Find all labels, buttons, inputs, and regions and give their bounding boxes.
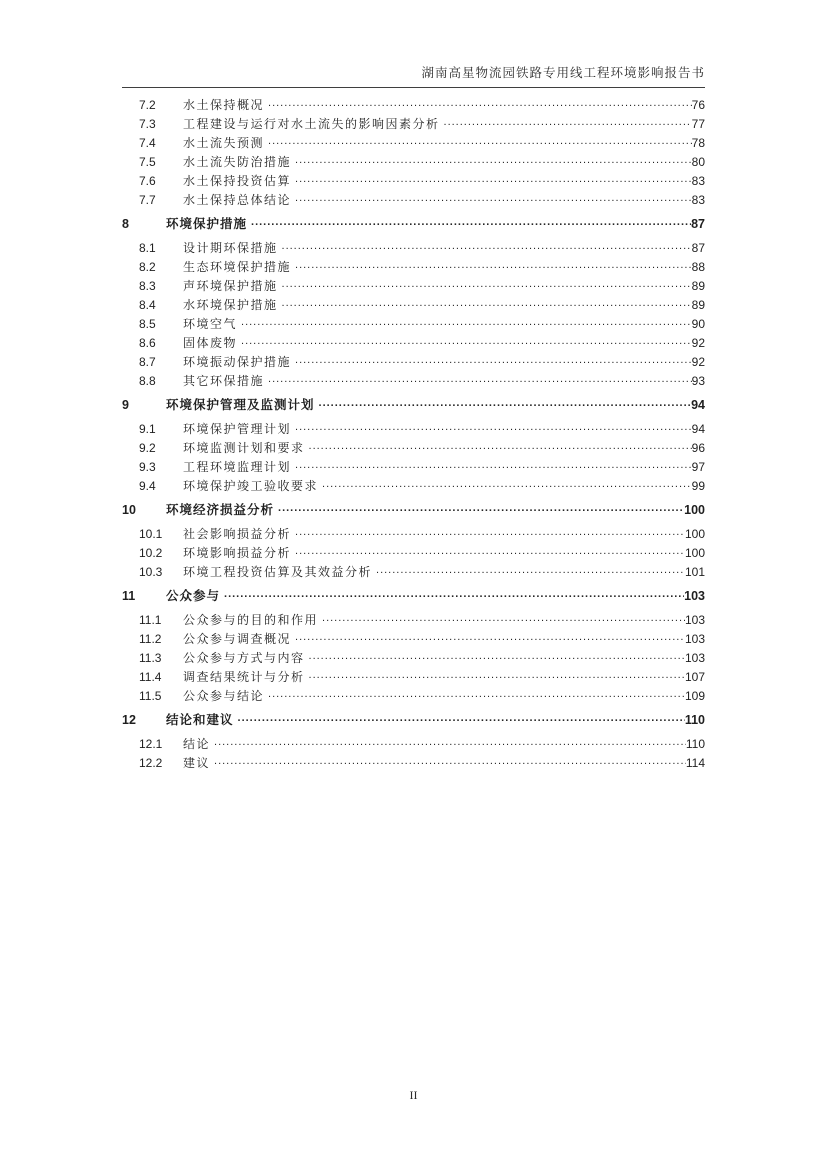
dot-leader [278,501,684,520]
dot-leader [295,172,692,191]
toc-entry-page: 92 [691,336,705,350]
dot-leader [241,315,692,334]
toc-sub-entry[interactable] [122,296,705,315]
toc-entry-page: 100 [684,503,705,517]
toc-entry-page: 93 [691,374,705,388]
dot-leader [309,668,685,687]
toc-section-entry[interactable] [122,711,705,730]
toc-entry-number: 11.2 [139,632,162,646]
toc-entry-title: 水土保持概况 [183,98,265,112]
dot-leader [295,153,692,172]
toc-sub-entry[interactable] [122,611,705,630]
toc-entry-page: 114 [685,756,705,770]
toc-entry-page: 107 [684,670,705,684]
toc-entry-number: 7.4 [139,136,156,150]
toc-entry-title: 环境保护管理及监测计划 [166,398,315,412]
toc-entry-number: 8.6 [139,336,156,350]
toc-entry-title: 公众参与的目的和作用 [183,613,319,627]
dot-leader [322,611,685,630]
toc-entry-title: 公众参与方式与内容 [183,651,305,665]
toc-entry-number: 8.1 [139,241,156,255]
dot-leader [295,420,692,439]
dot-leader [295,525,685,544]
toc-section-entry[interactable] [122,396,705,415]
toc-entry-number: 8.8 [139,374,156,388]
toc-entry-title: 环境保护措施 [166,217,248,231]
toc-sub-entry[interactable] [122,439,705,458]
toc-entry-page: 103 [684,651,705,665]
toc-entry-title: 水土流失防治措施 [183,155,292,169]
toc-sub-entry[interactable] [122,477,705,496]
toc-entry-page: 103 [684,632,705,646]
toc-entry-title: 公众参与结论 [183,689,265,703]
document-page [122,0,705,1169]
toc-entry-number: 11.3 [139,651,162,665]
toc-entry-number: 11.4 [139,670,162,684]
dot-leader [444,115,692,134]
dot-leader [295,258,692,277]
toc-entry-number: 7.3 [139,117,156,131]
toc-entry-number: 7.5 [139,155,156,169]
toc-entry-page: 109 [684,689,705,703]
toc-entry-number: 8.2 [139,260,156,274]
dot-leader [214,754,686,773]
dot-leader [295,353,692,372]
toc-sub-entry[interactable] [122,239,705,258]
dot-leader [295,191,692,210]
toc-entry-page: 99 [691,479,705,493]
dot-leader [224,587,684,606]
toc-entry-page: 101 [684,565,705,579]
toc-sub-entry[interactable] [122,735,705,754]
toc-entry-page: 94 [691,398,705,412]
toc-entry-page: 100 [684,527,705,541]
toc-entry-number: 9.1 [139,422,156,436]
dot-leader [319,396,692,415]
toc-entry-number: 10.1 [139,527,163,541]
toc-entry-number: 10.2 [139,546,163,560]
toc-entry-number: 9.3 [139,460,156,474]
toc-section-entry[interactable] [122,587,705,606]
toc-entry-page: 97 [691,460,705,474]
toc-entry-title: 结论 [183,737,211,751]
toc-entry-title: 环境经济损益分析 [166,503,275,517]
toc-sub-entry[interactable] [122,334,705,353]
toc-entry-title: 环境保护管理计划 [183,422,292,436]
toc-entry-title: 环境保护竣工验收要求 [183,479,319,493]
toc-entry-number: 12.1 [139,737,163,751]
toc-entry-number: 9 [122,398,129,412]
toc-section-entry[interactable] [122,501,705,520]
toc-entry-title: 其它环保措施 [183,374,265,388]
dot-leader [309,649,685,668]
dot-leader [376,563,685,582]
toc-entry-number: 8 [122,217,129,231]
header-title: 湖南高星物流园铁路专用线工程环境影响报告书 [421,66,705,80]
toc-entry-title: 社会影响损益分析 [183,527,292,541]
toc-entry-number: 8.5 [139,317,156,331]
toc-entry-number: 7.6 [139,174,156,188]
dot-leader [268,687,685,706]
toc-entry-title: 环境监测计划和要求 [183,441,305,455]
toc-entry-title: 工程建设与运行对水土流失的影响因素分析 [183,117,440,131]
toc-entry-title: 调查结果统计与分析 [183,670,305,684]
dot-leader [251,215,691,234]
toc-entry-page: 100 [684,546,705,560]
toc-entry-number: 7.2 [139,98,156,112]
toc-entry-number: 8.3 [139,279,156,293]
toc-sub-entry[interactable] [122,668,705,687]
toc-entry-page: 96 [691,441,705,455]
toc-sub-entry[interactable] [122,315,705,334]
dot-leader [241,334,692,353]
toc-sub-entry[interactable] [122,172,705,191]
toc-sub-entry[interactable] [122,563,705,582]
dot-leader [282,296,692,315]
dot-leader [268,134,692,153]
toc-sub-entry[interactable] [122,353,705,372]
toc-sub-entry[interactable] [122,134,705,153]
toc-entry-title: 环境振动保护措施 [183,355,292,369]
toc-entry-page: 90 [691,317,705,331]
toc-sub-entry[interactable] [122,277,705,296]
page-footer [0,1086,827,1104]
footer-page-number: II [409,1088,418,1102]
toc-section-entry[interactable] [122,215,705,234]
toc-sub-entry[interactable] [122,687,705,706]
toc-entry-page: 83 [691,193,705,207]
toc-entry-page: 89 [691,298,705,312]
dot-leader [268,372,692,391]
toc-entry-page: 89 [691,279,705,293]
toc-entry-number: 10.3 [139,565,163,579]
toc-entry-number: 10 [122,503,136,517]
toc-sub-entry[interactable] [122,754,705,773]
toc-entry-number: 11.1 [139,613,162,627]
toc-entry-page: 83 [691,174,705,188]
dot-leader [282,277,692,296]
toc-entry-page: 76 [691,98,705,112]
toc-entry-title: 环境工程投资估算及其效益分析 [183,565,373,579]
toc-entry-page: 87 [691,217,705,231]
toc-sub-entry[interactable] [122,96,705,115]
toc-entry-number: 9.4 [139,479,156,493]
toc-entry-title: 设计期环保措施 [183,241,278,255]
toc-entry-page: 88 [691,260,705,274]
page-header [122,0,705,88]
toc-entry-title: 声环境保护措施 [183,279,278,293]
toc-entry-title: 水环境保护措施 [183,298,278,312]
toc-entry-number: 9.2 [139,441,156,455]
toc-entry-page: 103 [684,613,705,627]
toc-sub-entry[interactable] [122,525,705,544]
toc-sub-entry[interactable] [122,191,705,210]
toc-entry-page: 78 [691,136,705,150]
toc-entry-page: 103 [684,589,705,603]
toc-entry-number: 8.4 [139,298,156,312]
toc-list [122,88,705,773]
toc-sub-entry[interactable] [122,630,705,649]
toc-entry-title: 公众参与 [166,589,221,603]
toc-entry-title: 环境影响损益分析 [183,546,292,560]
toc-entry-title: 工程环境监理计划 [183,460,292,474]
toc-entry-title: 水土保持投资估算 [183,174,292,188]
toc-entry-number: 12 [122,713,136,727]
toc-entry-page: 110 [685,737,705,751]
toc-sub-entry[interactable] [122,153,705,172]
toc-entry-number: 12.2 [139,756,163,770]
toc-sub-entry[interactable] [122,372,705,391]
dot-leader [295,630,685,649]
toc-entry-title: 生态环境保护措施 [183,260,292,274]
toc-entry-title: 环境空气 [183,317,238,331]
toc-entry-page: 110 [684,713,705,727]
toc-sub-entry[interactable] [122,458,705,477]
toc-entry-number: 8.7 [139,355,156,369]
toc-sub-entry[interactable] [122,420,705,439]
toc-entry-page: 94 [691,422,705,436]
toc-entry-title: 水土保持总体结论 [183,193,292,207]
dot-leader [282,239,692,258]
dot-leader [214,735,686,754]
toc-sub-entry[interactable] [122,649,705,668]
toc-sub-entry[interactable] [122,258,705,277]
dot-leader [309,439,692,458]
dot-leader [295,458,692,477]
toc-entry-number: 7.7 [139,193,156,207]
dot-leader [295,544,685,563]
toc-entry-number: 11 [122,589,136,603]
dot-leader [268,96,692,115]
toc-entry-page: 77 [691,117,705,131]
toc-sub-entry[interactable] [122,544,705,563]
toc-entry-page: 92 [691,355,705,369]
toc-entry-page: 87 [691,241,705,255]
toc-entry-title: 固体废物 [183,336,238,350]
dot-leader [238,711,685,730]
toc-entry-title: 水土流失预测 [183,136,265,150]
toc-entry-page: 80 [691,155,705,169]
toc-entry-title: 建议 [183,756,211,770]
toc-sub-entry[interactable] [122,115,705,134]
toc-entry-number: 11.5 [139,689,162,703]
toc-entry-title: 结论和建议 [166,713,234,727]
dot-leader [322,477,692,496]
toc-entry-title: 公众参与调查概况 [183,632,292,646]
